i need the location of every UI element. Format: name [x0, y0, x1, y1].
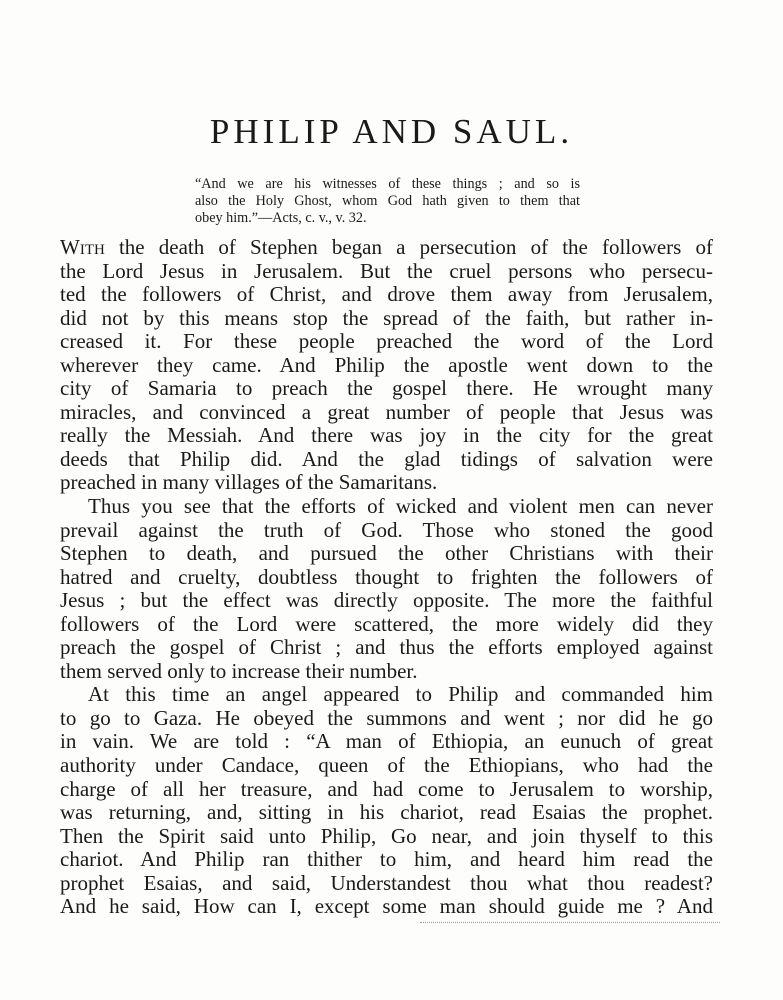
body-line: them served only to increase their number.: [60, 658, 418, 683]
body-line: Thus you see that the efforts of wicked and violent men can never: [88, 494, 713, 519]
body-line: And he said, How can I, except some man should guide me ? And: [60, 894, 713, 919]
body-line: miracles, and convinced a great number of people that Jesus was: [60, 399, 713, 424]
body-line: was returning, and, sitting in his chariot, read Esaias the prophet.: [60, 800, 713, 825]
body-line: Then the Spirit said unto Philip, Go near, and join thyself to this: [60, 823, 713, 848]
body-line: prevail against the truth of God. Those who stoned the good: [60, 517, 713, 542]
body-line-first: [60, 236, 713, 260]
body-line: in vain. We are told : “A man of Ethiopia, an eunuch of great: [60, 729, 713, 754]
body-line: At this time an angel appeared to Philip and commanded him: [88, 682, 713, 707]
body-line: Stephen to death, and pursued the other Christians with their: [60, 541, 713, 566]
body-line: the Lord Jesus in Jerusalem. But the cruel persons who persecu-: [60, 258, 713, 283]
body-line: really the Messiah. And there was joy in the city for the great: [60, 423, 713, 448]
body-text: [60, 236, 713, 919]
body-line: to go to Gaza. He obeyed the summons and went ; nor did he go: [60, 705, 713, 730]
body-line: city of Samaria to preach the gospel there. He wrought many: [60, 376, 713, 401]
body-line: did not by this means stop the spread of the faith, but rather in-: [60, 305, 713, 330]
body-line: followers of the Lord were scattered, the more widely did they: [60, 611, 713, 636]
body-line: ted the followers of Christ, and drove them away from Jerusalem,: [60, 282, 713, 307]
body-line: authority under Candace, queen of the Ethiopians, who had the: [60, 753, 713, 778]
epigraph: [195, 176, 580, 227]
epigraph-line: obey him.”—Acts, c. v., v. 32.: [195, 210, 367, 226]
body-line: prophet Esaias, and said, Understandest thou what thou readest?: [60, 870, 713, 895]
page-title: PHILIP AND SAUL.: [209, 112, 574, 151]
bottom-dotted-rule: [420, 922, 720, 924]
epigraph-line: also the Holy Ghost, whom God hath given to them that: [195, 193, 580, 209]
body-line: preached in many villages of the Samaritans.: [60, 470, 438, 495]
body-line: creased it. For these people preached the word of the Lord: [60, 329, 713, 354]
body-line: chariot. And Philip ran thither to him, and heard him read the: [60, 847, 713, 872]
drop-word: With: [60, 235, 105, 259]
epigraph-line: “And we are his witnesses of these things ; and so is: [195, 176, 580, 192]
body-line: charge of all her treasure, and had come to Jerusalem to worship,: [60, 776, 713, 801]
body-line: preach the gospel of Christ ; and thus the efforts employed against: [60, 635, 713, 660]
body-line: deeds that Philip did. And the glad tidings of salvation were: [60, 446, 713, 471]
body-line-first-rest: the death of Stephen began a persecution of the followers of: [104, 235, 713, 259]
body-line: hatred and cruelty, doubtless thought to frighten the followers of: [60, 564, 713, 589]
body-line: Jesus ; but the effect was directly opposite. The more the faithful: [60, 588, 713, 613]
body-line: wherever they came. And Philip the apostle went down to the: [60, 352, 713, 377]
